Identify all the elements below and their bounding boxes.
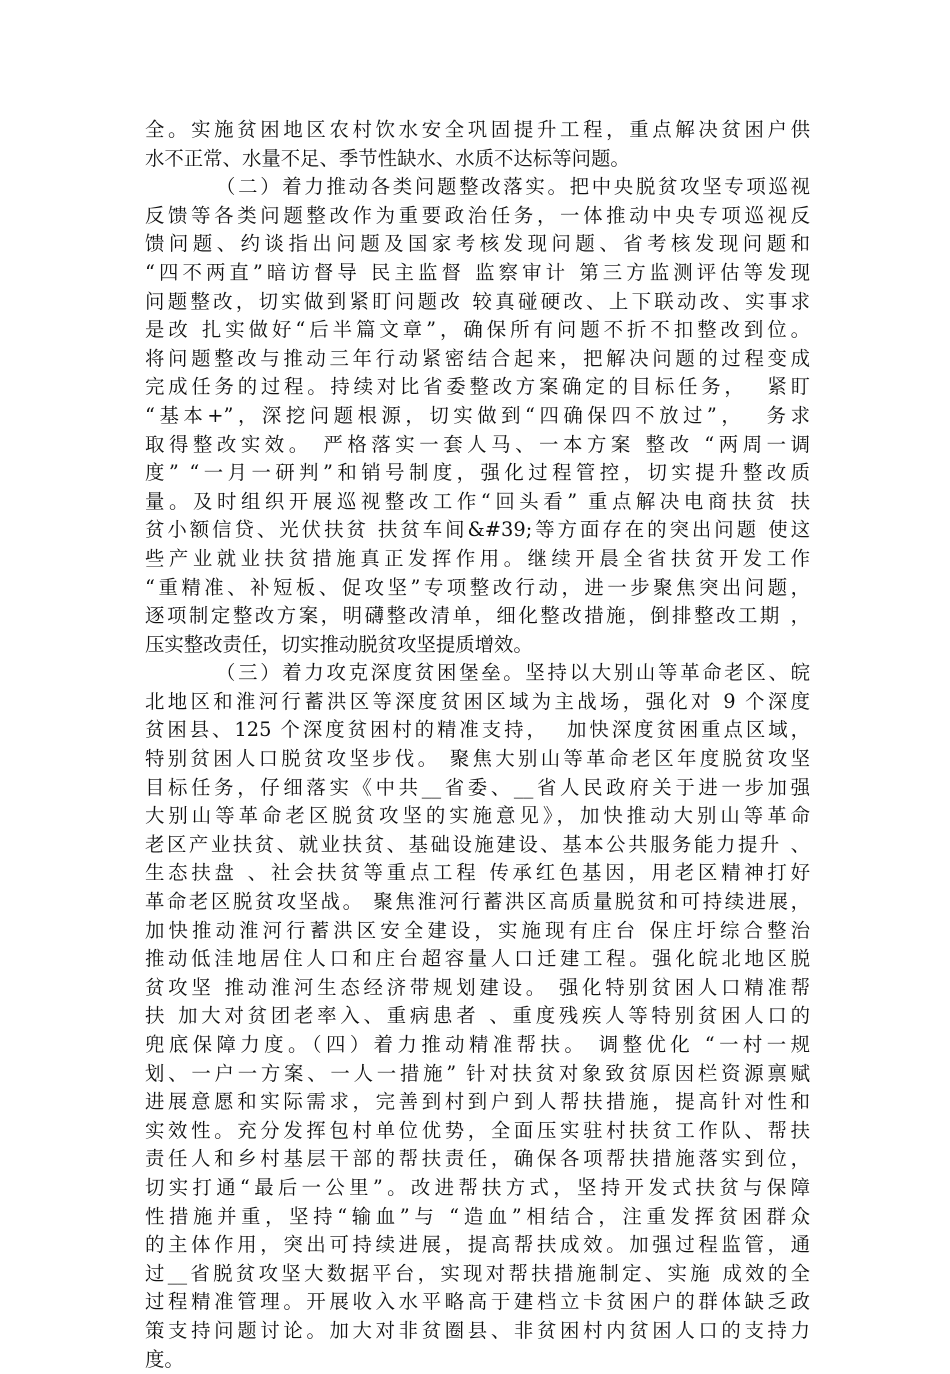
text-line: 大别山等革命老区脱贫攻坚的实施意见》，加快推动大别山等革命 bbox=[145, 804, 810, 828]
text-line: 反馈等各类问题整改作为重要政治任务，一体推动中央专项巡视反 bbox=[145, 203, 810, 227]
text-line: 北地区和淮河行蓄洪区等深度贫困区域为主战场，强化对 9 个深度 bbox=[145, 689, 810, 713]
text-line: 进展意愿和实际需求，完善到村到户到人帮扶措施，提高针对性和 bbox=[145, 1090, 810, 1114]
text-line: 度” “一月一研判”和销号制度，强化过程管控，切实提升整改质 bbox=[145, 461, 810, 485]
text-line: 全。实施贫困地区农村饮水安全巩固提升工程，重点解决贫困户供 bbox=[145, 118, 810, 141]
text-line: 馈问题、约谈指出问题及国家考核发现问题、省考核发现问题和 bbox=[145, 232, 810, 256]
text-line: 切实打通“最后一公里”。改进帮扶方式，坚持开发式扶贫与保障 bbox=[145, 1175, 810, 1199]
text-line: 是改 扎实做好“后半篇文章”，确保所有问题不折不扣整改到位。 bbox=[145, 318, 810, 342]
text-line: 量。及时组织开展巡视整改工作“回头看” 重点解决电商扶贫 扶 bbox=[145, 489, 810, 513]
text-line: 加快推动淮河行蓄洪区安全建设，实施现有庄台 保庄圩综合整治 bbox=[145, 918, 810, 942]
text-line: 贫小额信贷、光伏扶贫 扶贫车间&#39;等方面存在的突出问题 使这 bbox=[145, 518, 810, 542]
text-line: 责任人和乡村基层干部的帮扶责任，确保各项帮扶措施落实到位， bbox=[145, 1147, 810, 1171]
text-line: （二）着力推动各类问题整改落实。把中央脱贫攻坚专项巡视 bbox=[145, 175, 810, 199]
document-body bbox=[145, 116, 810, 1374]
text-line: 革命老区脱贫攻坚战。 聚焦淮河行蓄洪区高质量脱贫和可持续进展， bbox=[145, 890, 810, 914]
text-line: 逐项制定整改方案，明礴整改清单，细化整改措施，倒排整改工期 ， bbox=[145, 604, 810, 628]
text-line: 取得整改实效。 严格落实一套人马、一本方案 整改 “两周一调 bbox=[145, 432, 810, 456]
text-line: 过__省脱贫攻坚大数据平台，实现对帮扶措施制定、实施 成效的全 bbox=[145, 1261, 810, 1285]
text-line: 的主体作用，突出可持续进展，提高帮扶成效。加强过程监管，通 bbox=[145, 1233, 810, 1257]
text-line: 特别贫困人口脱贫攻坚步伐。 聚焦大别山等革命老区年度脱贫攻坚 bbox=[145, 747, 810, 771]
text-line: 推动低洼地居住人口和庄台超容量人口迁建工程。强化皖北地区脱 bbox=[145, 947, 810, 971]
text-line: 扶 加大对贫团老率入、重病患者 、重度残疾人等特别贫困人口的 bbox=[145, 1004, 810, 1028]
text-line: “重精准、补短板、促攻坚”专项整改行动，进一步聚焦突出问题， bbox=[145, 575, 810, 599]
text-line: 实效性。充分发挥包村单位优势，全面压实驻村扶贫工作队、帮扶 bbox=[145, 1118, 810, 1142]
text-line: “四不两直”暗访督导 民主监督 监察审计 第三方监测评估等发现 bbox=[145, 260, 810, 284]
text-line: 策支持问题讨论。加大对非贫圈县、非贫困村内贫困人口的支持力 bbox=[145, 1318, 810, 1342]
text-line: 将问题整改与推动三年行动紧密结合起来，把解决问题的过程变成 bbox=[145, 346, 810, 370]
text-line: 水不正常、水量不足、季节性缺水、水质不达标等问题。 bbox=[145, 146, 630, 170]
text-line: 生态扶盘 、社会扶贫等重点工程 传承红色基因，用老区精神打好 bbox=[145, 861, 810, 885]
text-line: 完成任务的过程。持续对比省委整改方案确定的目标任务， 紧盯 bbox=[145, 375, 810, 399]
text-line: 贫攻坚 推动淮河生态经济带规划建设。 强化特别贫困人口精准帮 bbox=[145, 975, 810, 999]
text-line: 压实整改责任，切实推动脱贫攻坚提质增效。 bbox=[145, 632, 533, 656]
text-line: 度。 bbox=[145, 1347, 184, 1371]
text-line: 贫困县、125 个深度贫困村的精准支持， 加快深度贫困重点区域， bbox=[145, 718, 810, 742]
text-line: 些产业就业扶贫措施真正发挥作用。继续开晨全省扶贫开发工作 bbox=[145, 546, 810, 570]
text-line: 老区产业扶贫、就业扶贫、基础设施建设、基本公共服务能力提升 、 bbox=[145, 832, 810, 856]
text-line: “基本+”，深挖问题根源，切实做到“四确保四不放过”， 务求 bbox=[145, 403, 810, 427]
text-line: 划、一户一方案、一人一措施” 针对扶贫对象致贫原因栏资源禀赋 bbox=[145, 1061, 810, 1085]
text-line: 问题整改，切实做到紧盯问题改 较真碰硬改、上下联动改、实事求 bbox=[145, 289, 810, 313]
text-line: 性措施并重，坚持“输血”与 “造血”相结合，注重发挥贫困群众 bbox=[145, 1204, 810, 1228]
text-line: 兜底保障力度。（四）着力推动精准帮扶。 调整优化 “一村一规 bbox=[145, 1033, 810, 1056]
text-line: 过程精准管理。开展收入水平略高于建档立卡贫困户的群体缺乏政 bbox=[145, 1290, 810, 1314]
text-line: （三）着力攻克深度贫困堡垒。坚持以大别山等革命老区、皖 bbox=[145, 661, 810, 685]
text-line: 目标任务，仔细落实《中共__省委、__省人民政府关于进一步加强 bbox=[145, 775, 810, 799]
